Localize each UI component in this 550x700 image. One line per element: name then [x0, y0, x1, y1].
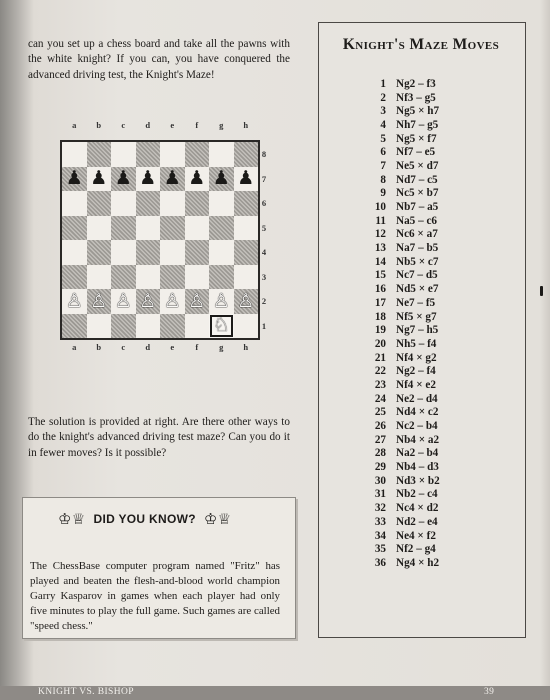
board-square [62, 167, 87, 192]
board-square [111, 265, 136, 290]
move-row [358, 214, 488, 228]
board-square [160, 314, 185, 339]
did-you-know-heading [58, 510, 288, 528]
move-row [358, 364, 488, 378]
move-notation: Nd2 – e4 [396, 515, 438, 528]
board-square [160, 167, 185, 192]
move-number: 25 [374, 406, 386, 419]
white-knight-icon: ♘ [212, 315, 230, 337]
running-footer-title: KNIGHT VS. BISHOP [38, 687, 134, 697]
board-square [160, 289, 185, 314]
move-row [358, 77, 488, 91]
white-pawn-icon: ♙ [90, 290, 108, 312]
move-notation: Na5 – c6 [396, 214, 438, 227]
move-number: 15 [374, 269, 386, 282]
move-number: 35 [374, 543, 386, 556]
move-row [358, 200, 488, 214]
chess-board [60, 140, 260, 340]
move-row [358, 132, 488, 146]
black-pawn-icon: ♟ [65, 168, 83, 190]
rank-label: 8 [261, 149, 267, 160]
board-square [62, 314, 87, 339]
move-row [358, 255, 488, 269]
board-square [62, 289, 87, 314]
board-square [185, 191, 210, 216]
board-square [234, 265, 259, 290]
move-notation: Ne7 – f5 [396, 296, 436, 309]
move-number: 2 [380, 91, 386, 104]
move-row [358, 392, 488, 406]
white-pawn-icon: ♙ [65, 290, 83, 312]
move-row [358, 447, 488, 461]
move-notation: Nf3 – g5 [396, 91, 436, 104]
move-notation: Ne2 – d4 [396, 392, 438, 405]
file-label: f [195, 120, 199, 130]
move-number: 32 [374, 502, 386, 515]
move-row [358, 173, 488, 187]
move-number: 18 [374, 310, 386, 323]
move-number: 9 [380, 187, 386, 200]
move-number: 30 [374, 474, 386, 487]
move-notation: Nd7 – c5 [396, 173, 438, 186]
move-number: 22 [374, 365, 386, 378]
move-number: 1 [380, 77, 386, 90]
file-label: g [219, 342, 224, 352]
board-square [87, 289, 112, 314]
black-pawn-icon: ♟ [114, 168, 132, 190]
file-label: c [121, 120, 126, 130]
board-square [209, 265, 234, 290]
board-square [185, 265, 210, 290]
move-number: 29 [374, 461, 386, 474]
move-row [358, 145, 488, 159]
rank-label: 6 [261, 198, 267, 209]
board-square [87, 191, 112, 216]
move-notation: Ng2 – f4 [396, 365, 436, 378]
move-number: 8 [380, 173, 386, 186]
board-square [136, 191, 161, 216]
file-label: c [121, 342, 126, 352]
move-row [358, 228, 488, 242]
move-row [358, 460, 488, 474]
board-square [111, 167, 136, 192]
file-label: h [243, 120, 249, 130]
rank-label: 7 [261, 173, 267, 184]
board-square [62, 191, 87, 216]
file-label: d [145, 342, 151, 352]
move-notation: Ng7 – h5 [396, 324, 439, 337]
board-square [185, 167, 210, 192]
move-number: 24 [374, 392, 386, 405]
move-number: 6 [380, 146, 386, 159]
board-square [185, 142, 210, 167]
chess-king-queen-icon: ♔♕ [203, 511, 232, 528]
move-number: 31 [374, 488, 386, 501]
white-pawn-icon: ♙ [114, 290, 132, 312]
board-square [160, 265, 185, 290]
move-number: 12 [374, 228, 386, 241]
move-row [358, 515, 488, 529]
move-notation: Nc6 × a7 [396, 228, 438, 241]
board-square [160, 240, 185, 265]
board-square [136, 167, 161, 192]
move-row [358, 556, 488, 570]
board-square [111, 289, 136, 314]
board-square [87, 265, 112, 290]
board-square [209, 314, 234, 339]
move-notation: Ng5 × f7 [396, 132, 437, 145]
move-notation: Nb2 – c4 [396, 488, 438, 501]
move-notation: Nd4 × c2 [396, 406, 439, 419]
move-notation: Nh5 – f4 [396, 337, 437, 350]
board-square [111, 240, 136, 265]
move-number: 23 [374, 378, 386, 391]
move-row [358, 296, 488, 310]
board-square [234, 191, 259, 216]
move-notation: Na2 – b4 [396, 447, 439, 460]
board-square [87, 142, 112, 167]
file-label: b [96, 120, 102, 130]
rank-label: 3 [261, 271, 267, 282]
move-notation: Nc7 – d5 [396, 269, 438, 282]
board-square [209, 142, 234, 167]
board-square [234, 240, 259, 265]
board-square [62, 265, 87, 290]
board-square [136, 289, 161, 314]
board-file-labels-top [62, 120, 258, 130]
move-notation: Nc4 × d2 [396, 502, 439, 515]
move-number: 3 [380, 105, 386, 118]
file-label: d [145, 120, 151, 130]
file-label: e [170, 120, 175, 130]
board-square [185, 314, 210, 339]
white-pawn-icon: ♙ [139, 290, 157, 312]
rank-label: 2 [261, 296, 267, 307]
file-label: a [72, 120, 77, 130]
board-square [87, 167, 112, 192]
move-number: 34 [374, 529, 386, 542]
board-square [160, 191, 185, 216]
white-pawn-icon: ♙ [163, 290, 181, 312]
board-square [136, 216, 161, 241]
move-row [358, 406, 488, 420]
rank-label: 4 [261, 247, 267, 258]
board-square [209, 167, 234, 192]
move-notation: Ng4 × h2 [396, 556, 440, 569]
move-row [358, 241, 488, 255]
move-notation: Nb4 – d3 [396, 461, 439, 474]
file-label: e [170, 342, 175, 352]
board-square [234, 314, 259, 339]
move-notation: Nh7 – g5 [396, 118, 439, 131]
move-row [358, 419, 488, 433]
move-row [358, 337, 488, 351]
black-pawn-icon: ♟ [139, 168, 157, 190]
move-number: 19 [374, 324, 386, 337]
board-square [111, 191, 136, 216]
board-square [111, 314, 136, 339]
move-number: 7 [380, 159, 386, 172]
board-square [111, 142, 136, 167]
board-square [185, 216, 210, 241]
board-square [111, 216, 136, 241]
board-square [234, 142, 259, 167]
board-square [209, 216, 234, 241]
did-you-know-text: The ChessBase computer program named "Fritz" has played and beaten the flesh-and-blood world champion Garry Kasparov in games when each player had only five minutes to play the full game. Such games are called "speed chess." [30, 559, 280, 632]
move-row [358, 282, 488, 296]
move-row [358, 269, 488, 283]
board-square [136, 314, 161, 339]
move-number: 4 [380, 118, 386, 131]
board-square [62, 142, 87, 167]
move-number: 13 [374, 242, 386, 255]
board-square [209, 191, 234, 216]
move-notation: Ng5 × h7 [396, 105, 440, 118]
move-row [358, 488, 488, 502]
board-square [209, 240, 234, 265]
move-row [358, 378, 488, 392]
question-paragraph: The solution is provided at right. Are there other ways to do the knight's advanced driving test maze? Can you do it in fewer moves? Is it possible? [28, 416, 290, 459]
move-notation: Na7 – b5 [396, 242, 439, 255]
black-pawn-icon: ♟ [237, 168, 255, 190]
board-square [87, 314, 112, 339]
file-label: f [195, 342, 199, 352]
page-footer [0, 686, 550, 700]
white-pawn-icon: ♙ [237, 290, 255, 312]
move-notation: Ng2 – f3 [396, 77, 436, 90]
move-number: 28 [374, 447, 386, 460]
board-square [136, 142, 161, 167]
rank-label: 1 [261, 320, 267, 331]
move-notation: Nd5 × e7 [396, 283, 439, 296]
board-file-labels-bottom [62, 342, 258, 352]
move-number: 5 [380, 132, 386, 145]
file-label: b [96, 342, 102, 352]
black-pawn-icon: ♟ [188, 168, 206, 190]
file-label: g [219, 120, 224, 130]
rank-label: 5 [261, 222, 267, 233]
board-square [185, 289, 210, 314]
move-row [358, 433, 488, 447]
move-number: 36 [374, 556, 386, 569]
black-pawn-icon: ♟ [90, 168, 108, 190]
board-square [62, 216, 87, 241]
move-notation: Nb5 × c7 [396, 255, 439, 268]
chess-king-queen-icon: ♔♕ [58, 511, 86, 528]
move-notation: Nf5 × g7 [396, 310, 437, 323]
move-row [358, 91, 488, 105]
board-square [209, 289, 234, 314]
board-square [234, 216, 259, 241]
file-label: a [72, 342, 77, 352]
move-number: 20 [374, 337, 386, 350]
move-row [358, 501, 488, 515]
move-number: 16 [374, 283, 386, 296]
move-number: 21 [374, 351, 386, 364]
move-notation: Nb4 × a2 [396, 433, 440, 446]
did-you-know-title: DID YOU KNOW? [93, 512, 196, 526]
moves-list [358, 77, 488, 570]
board-square [160, 216, 185, 241]
board-square [87, 216, 112, 241]
page-number: 39 [484, 687, 495, 697]
move-number: 10 [374, 201, 386, 214]
moves-panel-title: Knight's Maze Moves [342, 36, 500, 53]
intro-paragraph: can you set up a chess board and take all the pawns with the white knight? If you can, you have conquered the advanced driving test, the Knight's Maze! [28, 38, 290, 81]
move-row [358, 351, 488, 365]
move-row [358, 118, 488, 132]
move-notation: Nc5 × b7 [396, 187, 439, 200]
board-square [160, 142, 185, 167]
move-row [358, 159, 488, 173]
move-notation: Nf4 × e2 [396, 378, 436, 391]
move-number: 26 [374, 420, 386, 433]
file-label: h [243, 342, 249, 352]
board-rank-labels [258, 142, 270, 338]
move-number: 27 [374, 433, 386, 446]
board-square [185, 240, 210, 265]
move-row [358, 104, 488, 118]
move-number: 14 [374, 255, 386, 268]
board-square [234, 167, 259, 192]
white-pawn-icon: ♙ [188, 290, 206, 312]
move-notation: Nf4 × g2 [396, 351, 437, 364]
move-row [358, 542, 488, 556]
board-square [234, 289, 259, 314]
white-pawn-icon: ♙ [212, 290, 230, 312]
move-row [358, 529, 488, 543]
move-notation: Nf2 – g4 [396, 543, 436, 556]
board-square [62, 240, 87, 265]
move-row [358, 323, 488, 337]
move-notation: Nb7 – a5 [396, 201, 439, 214]
move-row [358, 187, 488, 201]
move-number: 17 [374, 296, 386, 309]
board-square [87, 240, 112, 265]
black-pawn-icon: ♟ [163, 168, 181, 190]
board-square [136, 265, 161, 290]
black-pawn-icon: ♟ [212, 168, 230, 190]
move-number: 33 [374, 515, 386, 528]
move-row [358, 310, 488, 324]
board-square [136, 240, 161, 265]
move-row [358, 474, 488, 488]
move-notation: Nc2 – b4 [396, 420, 438, 433]
move-notation: Ne4 × f2 [396, 529, 436, 542]
move-notation: Nf7 – e5 [396, 146, 436, 159]
scan-mark [540, 286, 543, 296]
move-number: 11 [375, 214, 386, 227]
move-notation: Ne5 × d7 [396, 159, 439, 172]
move-notation: Nd3 × b2 [396, 474, 440, 487]
